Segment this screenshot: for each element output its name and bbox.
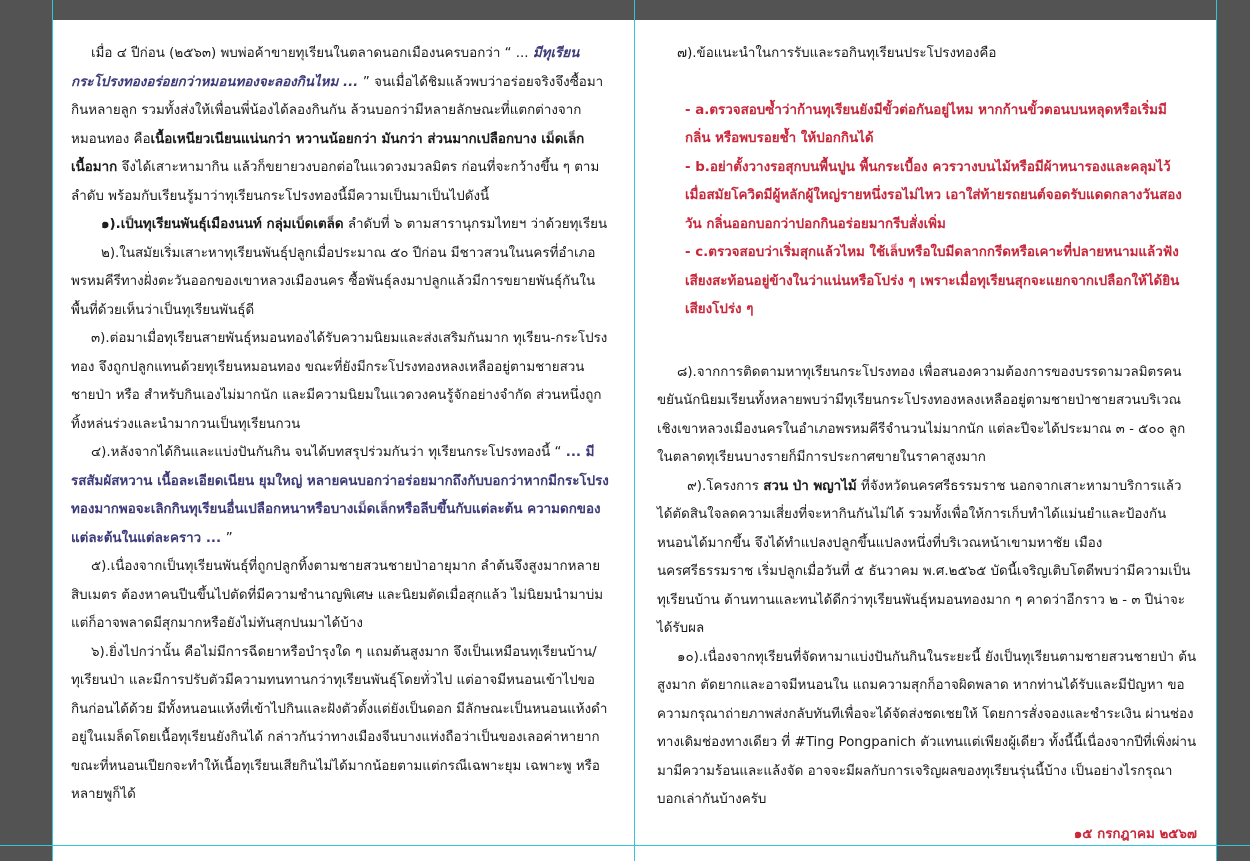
project-name: สวน ป่า พญาไม้ <box>763 478 857 494</box>
intro-bold: เนื้อเหนียวเนียนแน่นกว่า หวานน้อยกว่า มันกว่า ส่วนมากเปลือกบาง เม็ดเล็ก เนื้อมาก <box>71 131 585 175</box>
paragraph-3: ๓).ต่อมาเมื่อทุเรียนสายพันธุ์หมอนทองได้รับความนิยมและส่งเสริมกันมาก ทุเรียน-กระโปรงทอง จึงถูกปลูกแทนด้วยทุเรียนหมอนทอง ขณะที่ยังมีกระโปรงทองหลงเหลืออยู่ตามชายสวน ชายป่า หรือ สำหรับกินเองไม่มากนัก และมีความนิยมในแวดวงคนรู้จักอย่างจำกัด ส่วนหนึ่งถูกทิ้งหล่นร่วงและนำมากวนเป็นทุเรียนกวน <box>71 331 608 432</box>
paragraph-6: ๖).ยิ่งไปกว่านั้น คือไม่มีการฉีดยาหรือบำรุงใด ๆ แถมต้นสูงมาก จึงเป็นเหมือนทุเรียนบ้าน/ทุเรียนป่า และมีการปรับตัวมีความทนทานกว่าทุเรียนพันธุ์โดยทั่วไป แต่อาจมีหนอนเข้าไปขอกินก่อนได้ด้วย มีทั้งหนอนแห้งที่เข้าไปกินและฝังตัวตั้งแต่ยังเป็นดอก มีลักษณะเป็นหนอนแห้งดำอยู่ในเมล็ดโดยเนื้อทุเรียนยังกินได้ กล่าวกันว่าทางเมืองจีนบางแห่งถือว่าเป็นของเลอค่าหายาก ขณะที่หนอนเปียกจะทำให้เนื้อทุเรียนเสียกินไม่ได้มากน้อยตามแต่กรณีเฉพาะยุม เฉพาะพู หรือหลายพูก็ได้ <box>71 644 608 802</box>
paragraph-7: ๗).ข้อแนะนำในการรับและรอกินทุเรียนประโปรงทองคือ <box>677 46 997 61</box>
date-stamp: ๑๕ กรกฎาคม ๒๕๖๗ <box>1073 826 1197 842</box>
guide-line-center <box>634 0 635 861</box>
left-page <box>52 20 634 861</box>
advice-c: - c.ตรวจสอบว่าเริ่มสุกแล้วไหม ใช้เล็บหรือใบมีดลากกรีดหรือเคาะที่ปลายหนามแล้วฟังเสียงสะท้อนอยู่ข้างในว่าแน่นหรือโปร่ง ๆ เพราะเมื่อทุเรียนสุกจะแยกจากเปลือกให้ได้ยินเสียงโปร่ง ๆ <box>685 245 1180 317</box>
paragraph-intro <box>71 40 609 211</box>
item-1-text: ลำดับที่ ๖ ตามสารานุกรมไทยฯ ว่าด้วยทุเรียน <box>343 217 608 232</box>
advice-a: - a.ตรวจสอบซ้ำว่าก้านทุเรียนยังมีขั้วต่อกันอยู่ไหม หากก้านขั้วตอนบนหลุดหรือเริ่มมีกลิ่น หรือพบรอยช้ำ ให้ปอกกินได้ <box>685 102 1167 146</box>
guide-line-right <box>1216 0 1217 861</box>
item-4-text: ๔).หลังจากได้กินและแบ่งปันกันกิน จนได้บทสรุปร่วมกันว่า ทุเรียนกระโปรงทองนี้ “ <box>91 445 566 460</box>
spacer <box>657 325 1197 359</box>
paragraph-8: ๘).จากการติดตามหาทุเรียนกระโปรงทอง เพื่อสนองความต้องการของบรรดามวลมิตรคนขยันนักนิยมเรียนทั้งหลายพบว่ามีทุเรียนกระโปรงทองหลงเหลืออยู่ตามชายป่าชายสวนบริเวณเชิงเขาหลวงเมืองนครในอำเภอพรหมคีรีจำนวนไม่มากนัก แต่ละปีจะได้ประมาณ ๓ - ๕๐๐ ลูก ในตลาดทุเรียนบางรายก็มีการประกาศขายในราคาสูงมาก <box>657 364 1186 465</box>
item-9-text: ๙).โครงการ <box>687 478 764 494</box>
intro-quote: มีทุเรียนกระโปรงทองอร่อยกว่าหมอนทองจะลองกินไหม ... <box>71 46 580 90</box>
intro-text-3: จึงได้เสาะหามากิน แล้วก็ขยายวงบอกต่อในแวดวงมวลมิตร ก่อนที่จะกว้างขึ้น ๆ ตามลำดับ พร้อมกับเรียนรู้มาว่าทุเรียนกระโปรงทองนี้มีความเป็นมาเป็นไปดังนี้ <box>71 160 600 204</box>
paragraph-9 <box>657 473 1197 644</box>
item-1-bold: ๑).เป็นทุเรียนพันธุ์เมืองนนท์ กลุ่มเบ็ดเตล็ด <box>101 217 344 232</box>
item-4-quote: ... มีรสสัมผัสหวาน เนื้อละเอียดเนียน ยุมใหญ่ หลายคนบอกว่าอร่อยมากถึงกับบอกว่าหากมีกระโปรงทองมากพอจะเลิกกินทุเรียนอื่นเปลือกหนาหรือบางเม็ดเล็กหรือลีบขึ้นกับแต่ละต้น ความดกของแต่ละต้นในแต่ละคราว ... <box>71 445 609 546</box>
guide-line-bottom <box>0 845 1250 846</box>
right-page <box>635 20 1217 861</box>
item-9-text-2: ที่จังหวัดนครศรีธรรมราช นอกจากเสาะหามาบริการแล้ว ได้ตัดสินใจลดความเสี่ยงที่จะหากินกันไม่ได้ รวมทั้งเพื่อให้การเก็บทำได้แม่นยำและป้องกันหนอนได้มากขึ้น จึงได้ทำแปลงปลูกขึ้นแปลงหนึ่งที่บริเวณหน้าเขามหาชัย เมืองนครศรีธรรมราช เริ่มปลูกเมื่อวันที่ ๕ ธันวาคม พ.ศ.๒๕๖๕ บัดนี้เจริญเติบโตดีพบว่ามีความเป็นทุเรียนบ้าน ต้านทานและทนได้ดีกว่าทุเรียนพันธุ์หมอนทองมาก ๆ คาดว่าอีกราว ๒ - ๓ ปีน่าจะได้รับผล <box>657 478 1191 636</box>
paragraph-1 <box>71 211 609 240</box>
intro-text: เมื่อ ๔ ปีก่อน (๒๕๖๓) พบพ่อค้าขายทุเรียนในตลาดนอกเมืองนครบอกว่า “ ... <box>91 46 533 61</box>
right-text-column <box>657 40 1197 849</box>
paragraph-10: ๑๐).เนื่องจากทุเรียนที่จัดหามาแบ่งปันกันกินในระยะนี้ ยังเป็นทุเรียนตามชายสวนชายป่า ต้นสูงมาก ตัดยากและอาจมีหนอนใน แถมความสุกก็อาจผิดพลาด หากท่านได้รับและมีปัญหา ขอความกรุณาถ่ายภาพส่งกลับทันทีเพื่อจะได้จัดส่งชดเชยให้ โดยการสั่งจองและชำระเงิน ผ่านช่องทางเดิมช่องทางเดียว ที่ #Ting Pongpanich ตัวแทนแต่เพียงผู้เดียว ทั้งนี้นี้เนื่องจากปีที่เพิ่งผ่านมามีความร้อนและแล้งจัด อาจจะมีผลกับการเจริญผลของทุเรียนรุ่นนี้บ้าง เป็นอย่างไรกรุณาบอกเล่ากันบ้างครับ <box>657 649 1197 807</box>
item-4-close: ” <box>225 530 233 546</box>
paragraph-4 <box>71 439 609 553</box>
advice-b: - b.อย่าตั้งวางรอสุกบนพื้นปูน พื้นกระเบื้อง ควรวางบนไม้หรือมีผ้าหนารองและคลุมไว้ เมื่อสมัยโควิดมีผู้หลักผู้ใหญ่รายหนึ่งรอไม่ไหว เอาใส่ท้ายรถยนต์จอดรับแดดกลางวันสองวัน กลิ่นออกบอกว่าปอกกินอร่อยมากรีบสั่งเพิ่ม <box>685 159 1182 232</box>
paragraph-2: ๒).ในสมัยเริ่มเสาะหาทุเรียนพันธุ์ปลูกเมื่อประมาณ ๕๐ ปีก่อน มีชาวสวนในนครที่อำเภอพรหมคีรีทางฝั่งตะวันออกของเขาหลวงเมืองนคร ซื้อพันธุ์ลงมาปลูกแล้วมีการขยายพันธุ์กันในพื้นที่ด้วยเห็นว่าเป็นทุเรียนพันธุ์ดี <box>71 245 596 318</box>
intro-text-2: ” จนเมื่อได้ชิมแล้วพบว่าอร่อยจริงจึงซื้อมากินหลายลูก รวมทั้งส่งให้เพื่อนพี่น้องได้ลองกินกัน ล้วนบอกว่ามีหลายลักษณะที่แตกต่างจากหมอนทอง คือ <box>71 74 604 147</box>
spacer <box>657 69 1197 97</box>
paragraph-5: ๕).เนื่องจากเป็นทุเรียนพันธุ์ที่ถูกปลูกทิ้งตามชายสวนชายป่าอายุมาก ลำต้นจึงสูงมากหลายสิบเมตร ต้องหาคนปีนขึ้นไปตัดที่มีความชำนาญพิเศษ และนิยมตัดเมื่อสุกแล้ว ไม่นิยมนำมาบ่ม แต่ก็อาจพลาดมีสุกมากหรือยังไม่ทันสุกปนมาได้บ้าง <box>71 559 604 631</box>
left-text-column <box>71 40 609 810</box>
guide-line-left <box>52 0 53 861</box>
